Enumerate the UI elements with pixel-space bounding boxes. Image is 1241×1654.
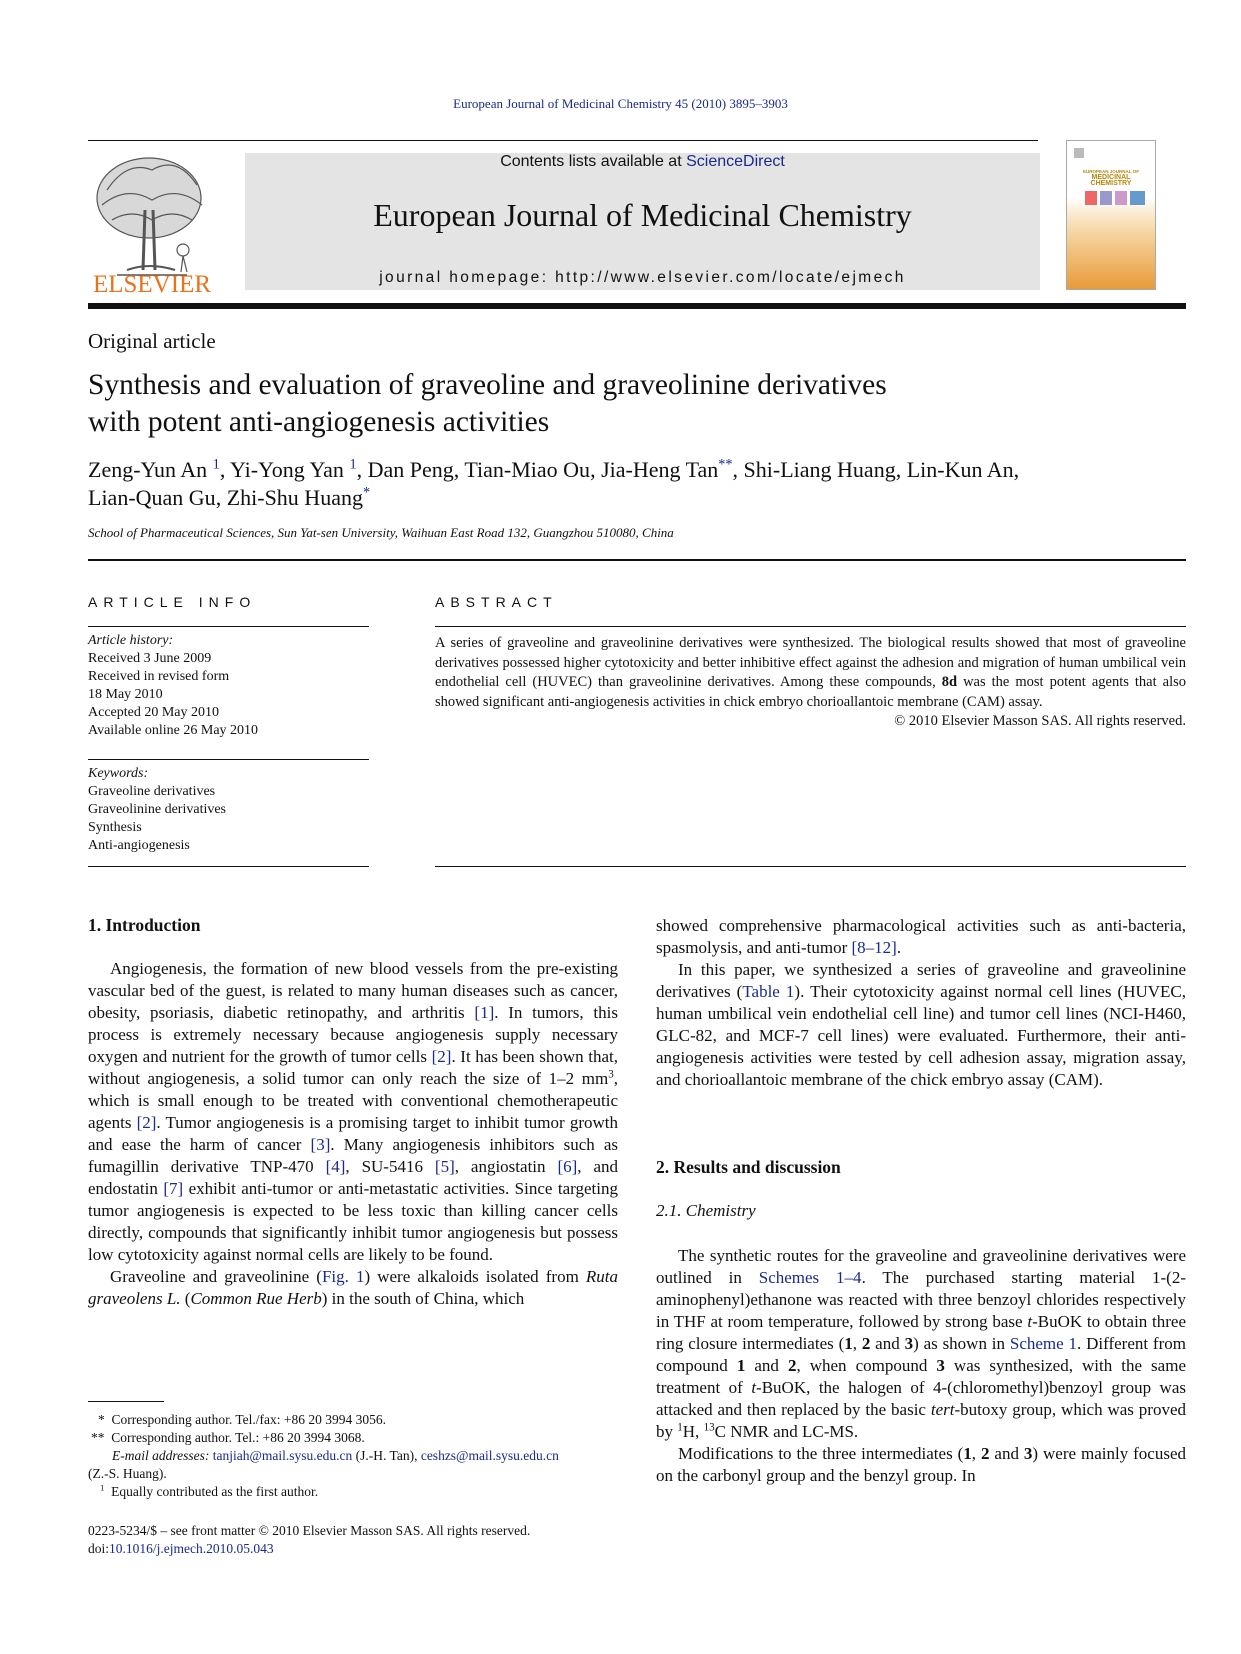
abstract-header: ABSTRACT <box>435 594 558 610</box>
author-list: Zeng-Yun An $^1$, Yi-Yong Yan $^1$, Dan Peng, Tian-Miao Ou, Jia-Heng Tan**, Shi-Liang Huang, Lin-Kun An, Lian-Quan Gu, Zhi-Shu Huang* <box>88 456 1020 510</box>
footnotes: * Corresponding author. Tel./fax: +86 20 3994 3056. ** Corresponding author. Tel.: +86 20 3994 3068. E-mail addresses: tanjiah@mail.sysu.edu.cn (J.-H. Tan), ceshzs@mail.sysu.edu.cn (Z.-S. Huang). $^1$ Equally contributed as the first author. <box>88 1412 559 1499</box>
abstract-rule <box>435 626 1186 627</box>
contents-prefix: Contents lists available at <box>500 153 682 170</box>
chemistry-body <box>656 1245 1186 1487</box>
scheme-link[interactable]: Scheme 1 <box>1009 1334 1078 1353</box>
journal-cover[interactable] <box>1066 140 1156 290</box>
intro-paragraph-2: Graveoline and graveolinine (Fig. 1) were alkaloids isolated from Ruta graveolens L. (Common Rue Herb) in the south of China, which <box>88 1267 618 1308</box>
header-thick-rule <box>88 303 1186 309</box>
info-bottom-rule <box>88 866 369 867</box>
keywords-rule <box>88 759 369 760</box>
right-column <box>656 915 1186 1091</box>
chemistry-paragraph-2: Modifications to the three intermediates (1, 2 and 3) were mainly focused on the carbonyl group and the benzyl group. In <box>656 1444 1187 1485</box>
intro-paragraph-1: Angiogenesis, the formation of new blood vessels from the pre-existing vascular bed of the guest, is related to many human diseases such as cancer, obesity, psoriasis, diabetic retinopathy, and arthritis [1]. In tumors, this process is extremely necessary because angiogenesis supply necessary oxygen and nutrient for the growth of tumor cells [2]. It has been shown that, without angiogenesis, a solid tumor can only reach the size of 1–2 $mm^3$, which is small enough to be treated with conventional chemotherapeutic agents [2]. Tumor angiogenesis is a promising target to inhibit tumor growth and ease the harm of cancer [3]. Many angiogenesis inhibitors such as fumagillin derivative TNP-470 [4], SU-5416 [5], angiostatin [6], and endostatin [7] exhibit anti-tumor or anti-metastatic activities. Since targeting tumor angiogenesis is expected to be less toxic than killing cancer cells directly, compounds that significantly inhibit tumor angiogenesis but possess low cytotoxicity against normal cells are likely to be found. <box>88 959 619 1264</box>
keywords: Keywords: Graveoline derivatives Graveolinine derivatives Synthesis Anti-angiogenesis <box>88 766 227 853</box>
ref-link[interactable]: [2] <box>431 1047 452 1066</box>
journal-citation[interactable]: European Journal of Medicinal Chemistry 45 (2010) 3895–3903 <box>453 96 788 111</box>
ref-link[interactable]: [8–12] <box>851 938 897 957</box>
ref-link[interactable]: [7] <box>163 1179 184 1198</box>
footnote-rule <box>88 1401 164 1402</box>
cover-color-strip <box>1085 191 1145 205</box>
article-title: Synthesis and evaluation of graveoline and graveolinine derivatives with potent anti-angiogenesis activities <box>88 369 887 438</box>
article-info-header: ARTICLE INFO <box>88 594 257 610</box>
journal-homepage[interactable]: journal homepage: http://www.elsevier.com/locate/ejmech <box>379 269 906 286</box>
abstract-copyright: © 2010 Elsevier Masson SAS. All rights reserved. <box>894 713 1186 729</box>
email-link[interactable]: ceshzs@mail.sysu.edu.cn <box>420 1448 559 1463</box>
contents-line <box>245 153 1040 171</box>
header-top-rule <box>88 140 1038 141</box>
ref-link[interactable]: [6] <box>557 1157 578 1176</box>
front-matter: 0223-5234/$ – see front matter © 2010 Elsevier Masson SAS. All rights reserved. doi:10.1016/j.ejmech.2010.05.043 <box>88 1523 531 1556</box>
journal-banner <box>245 153 1040 290</box>
publisher-name: ELSEVIER <box>92 271 212 296</box>
corresponding-mark[interactable]: ** <box>718 456 733 473</box>
ref-link[interactable]: [1] <box>474 1003 495 1022</box>
results-heading: 2. Results and discussion <box>656 1157 841 1177</box>
sciencedirect-link[interactable]: ScienceDirect <box>686 153 785 170</box>
right-paragraph-0: showed comprehensive pharmacological activities such as anti-bacteria, spasmolysis, and anti-tumor [8–12]. <box>656 916 1186 957</box>
affiliation: School of Pharmaceutical Sciences, Sun Yat-sen University, Waihuan East Road 132, Guangzhou 510080, China <box>88 525 674 540</box>
elsevier-logo[interactable] <box>87 150 217 296</box>
article-type: Original article <box>88 329 216 353</box>
elsevier-tree-icon <box>87 150 217 296</box>
abstract-text: A series of graveoline and graveolinine derivatives were synthesized. The biological results showed that most of graveoline derivatives possessed higher cytotoxicity and better inhibitive effect against the adhesion and migration of human umbilical vein endothelial cell (HUVEC) than graveolinine derivatives. Among these compounds, 8d was the most potent agents that also showed significant anti-angiogenesis activities in chick embryo chorioallantoic membrane (CAM) assay. © 2010 Elsevier Masson SAS. All rights reserved. <box>435 634 1186 732</box>
journal-title: European Journal of Medicinal Chemistry <box>373 197 912 233</box>
intro-heading: 1. Introduction <box>88 915 201 935</box>
email-link[interactable]: tanjiah@mail.sysu.edu.cn <box>212 1448 353 1463</box>
table-link[interactable]: Table 1 <box>742 982 795 1001</box>
abstract-bottom-rule <box>435 866 1186 867</box>
article-info-rule <box>88 626 369 627</box>
chemistry-paragraph-1: The synthetic routes for the graveoline and graveolinine derivatives were outlined in Schemes 1–4. The purchased starting material 1-(2-aminophenyl)ethanone was reacted with three benzoyl chlorides respectively in THF at room temperature, followed by strong base t-BuOK to obtain three ring closure intermediates (1, 2 and 3) as shown in Scheme 1. Different from compound 1 and 2, when compound 3 was synthesized, with the same treatment of t-BuOK, the halogen of 4-(chloromethyl)benzoyl group was attacked and then replaced by the basic tert-butoxy group, which was proved by $^1$H, $^{13}$C NMR and LC-MS. <box>656 1246 1186 1441</box>
footnote-ref[interactable]: 1 <box>349 456 357 473</box>
footnote-ref[interactable]: 1 <box>212 456 220 473</box>
ref-link[interactable]: [2] <box>136 1113 157 1132</box>
ref-link[interactable]: [3] <box>310 1135 331 1154</box>
intro-body <box>88 958 618 1310</box>
corresponding-mark[interactable]: * <box>362 484 371 501</box>
doi-link[interactable]: 10.1016/j.ejmech.2010.05.043 <box>109 1541 274 1556</box>
figure-link[interactable]: Fig. 1 <box>321 1267 365 1286</box>
cover-title: EUROPEAN JOURNAL OF MEDICINAL CHEMISTRY <box>1083 169 1139 187</box>
cover-elsevier-icon <box>1073 147 1085 159</box>
ref-link[interactable]: [4] <box>325 1157 346 1176</box>
right-paragraph-1: In this paper, we synthesized a series of graveoline and graveolinine derivatives (Table 1). Their cytotoxicity against normal cell lines (HUVEC, human umbilical vein endothelial cell line) and tumor cell lines (NCI-H460, GLC-82, and MCF-7 cell lines) were evaluated. Furthermore, their anti-angiogenesis activities were tested by cell adhesion assay, migration assay, and chorioallantoic membrane of the chick embryo assay (CAM). <box>656 960 1186 1089</box>
ref-link[interactable]: [5] <box>434 1157 455 1176</box>
article-history: Article history: Received 3 June 2009 Received in revised form 18 May 2010 Accepted 20 May 2010 Available online 26 May 2010 <box>88 633 259 738</box>
info-top-rule <box>88 559 1186 561</box>
chemistry-heading: 2.1. Chemistry <box>656 1201 756 1220</box>
scheme-link[interactable]: Schemes 1–4 <box>758 1268 862 1287</box>
